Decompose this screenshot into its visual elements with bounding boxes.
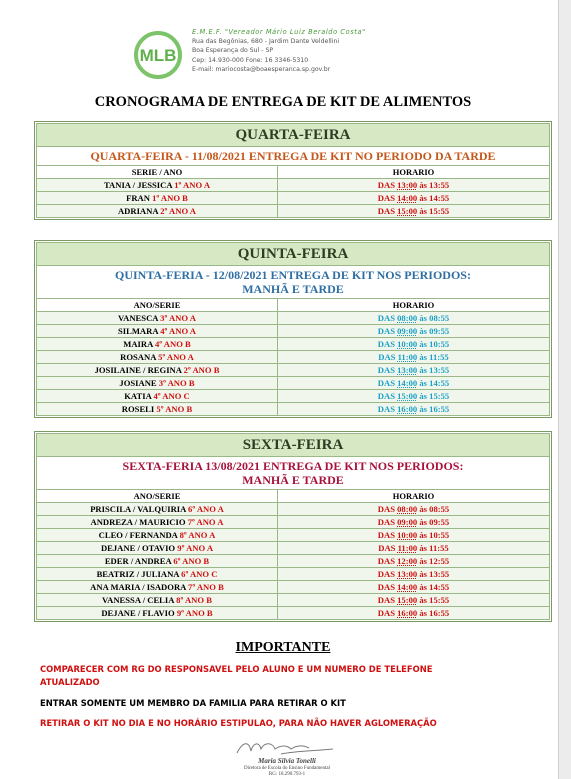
schedule-row bbox=[36, 377, 550, 390]
schedule-row bbox=[36, 351, 550, 364]
teacher-cell bbox=[36, 205, 278, 218]
time-start: 08:00 bbox=[397, 504, 418, 514]
time-cell bbox=[278, 179, 550, 192]
time-end: 13:55 bbox=[429, 365, 450, 375]
schedule-row bbox=[36, 364, 550, 377]
document-title: CRONOGRAMA DE ENTREGA DE KIT DE ALIMENTOS bbox=[94, 94, 472, 110]
grade-label: 1º ANO B bbox=[152, 193, 188, 203]
grade-label: 4º ANO B bbox=[154, 339, 191, 349]
teacher-cell bbox=[36, 312, 278, 325]
day-title: QUINTA-FEIRA bbox=[36, 242, 550, 266]
grade-label: 5º ANO B bbox=[156, 404, 193, 414]
time-end: 14:55 bbox=[429, 193, 450, 203]
grade-label: 4º ANO A bbox=[160, 326, 197, 336]
time-prefix: DAS bbox=[377, 504, 398, 514]
time-start: 16:00 bbox=[397, 404, 418, 414]
time-joiner: às bbox=[417, 313, 430, 323]
time-cell bbox=[278, 338, 550, 351]
schedule-row bbox=[36, 338, 550, 351]
signature-rg: RG: 18.290.793-1 bbox=[268, 772, 306, 777]
time-prefix: DAS bbox=[377, 595, 398, 605]
time-end: 10:55 bbox=[429, 530, 450, 540]
time-end: 13:55 bbox=[429, 180, 450, 190]
teacher-cell bbox=[36, 403, 278, 416]
time-cell bbox=[278, 364, 550, 377]
time-joiner: às bbox=[417, 556, 430, 566]
grade-label: 6º ANO C bbox=[181, 569, 218, 579]
note-rg: COMPARECER COM RG DO RESPONSAVEL PELO ALUNO E UM NUMERO DE TELEFONE ATUALIZADO bbox=[40, 664, 433, 687]
time-start: 15:00 bbox=[397, 391, 418, 401]
time-end: 14:55 bbox=[429, 582, 450, 592]
time-cell bbox=[278, 403, 550, 416]
address-line: Cep: 14.930-000 Fone: 16 3346-5310 bbox=[192, 56, 309, 64]
note-schedule: RETIRAR O KIT NO DIA E NO HORÁRIO ESTIPULAO, PARA NÃO HAVER AGLOMERAÇÃO bbox=[40, 718, 437, 728]
time-prefix: DAS bbox=[377, 313, 398, 323]
time-start: 13:00 bbox=[397, 180, 418, 190]
page-edge bbox=[558, 0, 571, 779]
day-subtitle-line: QUARTA-FEIRA - 11/08/2021 ENTREGA DE KIT NO PERIODO DA TARDE bbox=[90, 149, 496, 163]
schedule-row bbox=[36, 179, 550, 192]
school-logo bbox=[133, 30, 183, 80]
time-joiner: às bbox=[417, 180, 430, 190]
grade-label: 7º ANO A bbox=[187, 517, 224, 527]
grade-label: 8º ANO B bbox=[176, 595, 212, 605]
column-header-class: ANO/SERIE bbox=[36, 299, 278, 312]
schedule-row bbox=[36, 542, 550, 555]
teacher-cell bbox=[36, 568, 278, 581]
time-start: 13:00 bbox=[397, 365, 418, 375]
time-start: 11:00 bbox=[397, 543, 418, 553]
grade-label: 5º ANO A bbox=[158, 352, 194, 362]
time-end: 16:55 bbox=[429, 608, 450, 618]
time-start: 14:00 bbox=[397, 193, 418, 203]
teacher-name: MAIRA bbox=[123, 339, 155, 349]
teacher-name: VANESCA bbox=[118, 313, 161, 323]
time-joiner: às bbox=[417, 206, 430, 216]
time-joiner: às bbox=[417, 543, 430, 553]
time-prefix: DAS bbox=[377, 530, 398, 540]
time-end: 13:55 bbox=[429, 569, 450, 579]
teacher-cell bbox=[36, 594, 278, 607]
time-end: 08:55 bbox=[429, 313, 450, 323]
time-start: 16:00 bbox=[397, 608, 418, 618]
time-prefix: DAS bbox=[377, 180, 398, 190]
thursday-schedule bbox=[34, 240, 552, 418]
schedule-row bbox=[36, 390, 550, 403]
time-end: 15:55 bbox=[429, 595, 450, 605]
time-prefix: DAS bbox=[377, 569, 398, 579]
schedule-row bbox=[36, 555, 550, 568]
time-prefix: DAS bbox=[377, 206, 398, 216]
time-prefix: DAS bbox=[377, 391, 398, 401]
teacher-name: JOSILAINE / REGINA bbox=[94, 365, 184, 375]
time-cell bbox=[278, 516, 550, 529]
column-header-time: HORARIO bbox=[278, 166, 550, 179]
time-joiner: às bbox=[417, 530, 430, 540]
time-start: 12:00 bbox=[397, 556, 418, 566]
time-joiner: às bbox=[417, 517, 430, 527]
schedule-row bbox=[36, 568, 550, 581]
time-joiner: às bbox=[417, 378, 430, 388]
address-line: Boa Esperança do Sul - SP bbox=[192, 47, 274, 55]
teacher-cell bbox=[36, 338, 278, 351]
grade-label: 6º ANO B bbox=[173, 556, 210, 566]
time-start: 15:00 bbox=[397, 206, 418, 216]
teacher-cell bbox=[36, 555, 278, 568]
teacher-cell bbox=[36, 529, 278, 542]
time-cell bbox=[278, 192, 550, 205]
grade-label: 8º ANO A bbox=[179, 530, 216, 540]
time-prefix: DAS bbox=[377, 326, 398, 336]
school-name: E.M.E.F. "Vereador Mário Luiz Beraldo Costa" bbox=[192, 28, 366, 36]
time-joiner: às bbox=[417, 504, 430, 514]
teacher-cell bbox=[36, 503, 278, 516]
time-joiner: às bbox=[417, 569, 430, 579]
teacher-cell bbox=[36, 364, 278, 377]
note-one-member: ENTRAR SOMENTE UM MEMBRO DA FAMILIA PARA RETIRAR O KIT bbox=[40, 698, 346, 708]
importante-title: IMPORTANTE bbox=[235, 640, 331, 655]
schedule-row bbox=[36, 312, 550, 325]
schedule-row bbox=[36, 516, 550, 529]
school-info bbox=[192, 28, 366, 74]
column-header-class: ANO/SERIE bbox=[36, 490, 278, 503]
time-end: 16:55 bbox=[429, 404, 450, 414]
time-start: 14:00 bbox=[397, 582, 418, 592]
grade-label: 6º ANO A bbox=[188, 504, 224, 514]
time-prefix: DAS bbox=[378, 543, 398, 553]
teacher-name: TANIA / JESSICA bbox=[103, 180, 175, 190]
teacher-cell bbox=[36, 542, 278, 555]
time-cell bbox=[278, 529, 550, 542]
signature-role-text: Diretora de Escola do Ensino Fundamental bbox=[244, 766, 330, 771]
day-subtitle-line: MANHÃ E TARDE bbox=[242, 282, 344, 296]
time-joiner: às bbox=[417, 404, 430, 414]
signature-role bbox=[221, 766, 353, 778]
teacher-name: ROSELI bbox=[121, 404, 157, 414]
day-subtitle-line: MANHÃ E TARDE bbox=[242, 473, 344, 487]
time-joiner: às bbox=[417, 582, 430, 592]
grade-label: 9º ANO B bbox=[176, 608, 213, 618]
signature-name: Maria Silvia Tonelli bbox=[258, 757, 316, 765]
time-cell bbox=[278, 325, 550, 338]
grade-label: 2º ANO B bbox=[183, 365, 220, 375]
time-joiner: às bbox=[417, 326, 430, 336]
time-cell bbox=[278, 205, 550, 218]
day-subtitle bbox=[36, 457, 550, 490]
teacher-name: EDER / ANDREA bbox=[104, 556, 174, 566]
teacher-name: JOSIANE bbox=[119, 378, 159, 388]
time-start: 09:00 bbox=[397, 517, 418, 527]
grade-label: 2º ANO A bbox=[160, 206, 197, 216]
teacher-cell bbox=[36, 390, 278, 403]
teacher-cell bbox=[36, 581, 278, 594]
day-subtitle-line: SEXTA-FERIA 13/08/2021 ENTREGA DE KIT NOS PERIODOS: bbox=[122, 459, 464, 473]
teacher-name: DEJANE / FLAVIO bbox=[101, 608, 177, 618]
time-joiner: às bbox=[417, 352, 430, 362]
schedule-row bbox=[36, 607, 550, 620]
time-cell bbox=[278, 351, 550, 364]
teacher-name: CLEO / FERNANDA bbox=[98, 530, 180, 540]
time-cell bbox=[278, 607, 550, 620]
time-cell bbox=[278, 503, 550, 516]
day-subtitle bbox=[36, 147, 550, 166]
teacher-name: ROSANA bbox=[120, 352, 159, 362]
grade-label: 3º ANO A bbox=[160, 313, 196, 323]
teacher-name: BEATRIZ / JULIANA bbox=[96, 569, 182, 579]
time-end: 14:55 bbox=[429, 378, 450, 388]
teacher-name: VANESSA / CELIA bbox=[102, 595, 177, 605]
schedule-row bbox=[36, 205, 550, 218]
teacher-cell bbox=[36, 516, 278, 529]
schedule-row bbox=[36, 594, 550, 607]
time-joiner: às bbox=[417, 608, 430, 618]
address-line: E-mail: mariocosta@boaesperanca.sp.gov.br bbox=[192, 65, 331, 73]
day-title: QUARTA-FEIRA bbox=[36, 123, 550, 147]
day-title: SEXTA-FEIRA bbox=[36, 433, 550, 457]
column-headers bbox=[36, 166, 550, 179]
time-cell bbox=[278, 555, 550, 568]
time-prefix: DAS bbox=[378, 352, 398, 362]
teacher-cell bbox=[36, 325, 278, 338]
teacher-name: DEJANE / OTAVIO bbox=[100, 543, 178, 553]
grade-label: 3º ANO B bbox=[158, 378, 195, 388]
grade-label: 4º ANO C bbox=[153, 391, 190, 401]
column-headers bbox=[36, 299, 550, 312]
address-line: Rua das Begônias, 680 - Jardim Dante Veldellini bbox=[192, 38, 340, 46]
teacher-cell bbox=[36, 377, 278, 390]
schedule-row bbox=[36, 529, 550, 542]
schedule-row bbox=[36, 325, 550, 338]
time-joiner: às bbox=[417, 339, 430, 349]
time-prefix: DAS bbox=[377, 365, 398, 375]
time-end: 08:55 bbox=[429, 504, 450, 514]
column-header-time: HORARIO bbox=[278, 299, 550, 312]
teacher-name: ANDREZA / MAURICIO bbox=[90, 517, 188, 527]
time-end: 11:55 bbox=[429, 543, 449, 553]
time-cell bbox=[278, 581, 550, 594]
teacher-cell bbox=[36, 179, 278, 192]
grade-label: 7º ANO B bbox=[188, 582, 224, 592]
time-start: 10:00 bbox=[397, 530, 418, 540]
grade-label: 1º ANO A bbox=[174, 180, 211, 190]
time-start: 15:00 bbox=[397, 595, 418, 605]
schedule-row bbox=[36, 403, 550, 416]
column-header-class: SERIE / ANO bbox=[36, 166, 278, 179]
time-cell bbox=[278, 594, 550, 607]
day-subtitle bbox=[36, 266, 550, 299]
time-end: 09:55 bbox=[429, 517, 450, 527]
time-prefix: DAS bbox=[377, 339, 398, 349]
time-cell bbox=[278, 377, 550, 390]
time-prefix: DAS bbox=[377, 193, 398, 203]
teacher-cell bbox=[36, 351, 278, 364]
time-cell bbox=[278, 568, 550, 581]
teacher-cell bbox=[36, 192, 278, 205]
wednesday-schedule bbox=[34, 121, 552, 220]
time-joiner: às bbox=[417, 595, 430, 605]
time-joiner: às bbox=[417, 193, 430, 203]
schedule-row bbox=[36, 192, 550, 205]
time-joiner: às bbox=[417, 365, 430, 375]
time-start: 08:00 bbox=[397, 313, 418, 323]
column-header-time: HORARIO bbox=[278, 490, 550, 503]
teacher-name: SILMARA bbox=[117, 326, 161, 336]
time-cell bbox=[278, 542, 550, 555]
time-start: 09:00 bbox=[397, 326, 418, 336]
time-start: 11:00 bbox=[397, 352, 418, 362]
time-prefix: DAS bbox=[377, 556, 398, 566]
time-prefix: DAS bbox=[377, 517, 398, 527]
time-end: 12:55 bbox=[429, 556, 450, 566]
time-end: 15:55 bbox=[429, 206, 450, 216]
time-start: 14:00 bbox=[397, 378, 418, 388]
grade-label: 9º ANO A bbox=[177, 543, 214, 553]
friday-schedule bbox=[34, 431, 552, 622]
teacher-name: ANA MARIA / ISADORA bbox=[90, 582, 189, 592]
time-joiner: às bbox=[417, 391, 430, 401]
time-start: 10:00 bbox=[397, 339, 418, 349]
day-subtitle-line: QUINTA-FERIA - 12/08/2021 ENTREGA DE KIT NOS PERIODOS: bbox=[115, 268, 471, 282]
time-start: 13:00 bbox=[397, 569, 418, 579]
svg-text:MLB: MLB bbox=[139, 46, 177, 65]
schedule-row bbox=[36, 503, 550, 516]
time-end: 15:55 bbox=[429, 391, 450, 401]
time-prefix: DAS bbox=[377, 378, 398, 388]
time-cell bbox=[278, 390, 550, 403]
teacher-cell bbox=[36, 607, 278, 620]
time-prefix: DAS bbox=[377, 582, 398, 592]
teacher-name: ADRIANA bbox=[117, 206, 161, 216]
time-end: 09:55 bbox=[429, 326, 450, 336]
teacher-name: PRISCILA / VALQUIRIA bbox=[90, 504, 189, 514]
time-cell bbox=[278, 312, 550, 325]
time-prefix: DAS bbox=[377, 404, 398, 414]
schedule-row bbox=[36, 581, 550, 594]
teacher-name: FRAN bbox=[126, 193, 153, 203]
teacher-name: KATIA bbox=[124, 391, 154, 401]
time-end: 11:55 bbox=[429, 352, 449, 362]
time-prefix: DAS bbox=[377, 608, 398, 618]
column-headers bbox=[36, 490, 550, 503]
time-end: 10:55 bbox=[429, 339, 450, 349]
